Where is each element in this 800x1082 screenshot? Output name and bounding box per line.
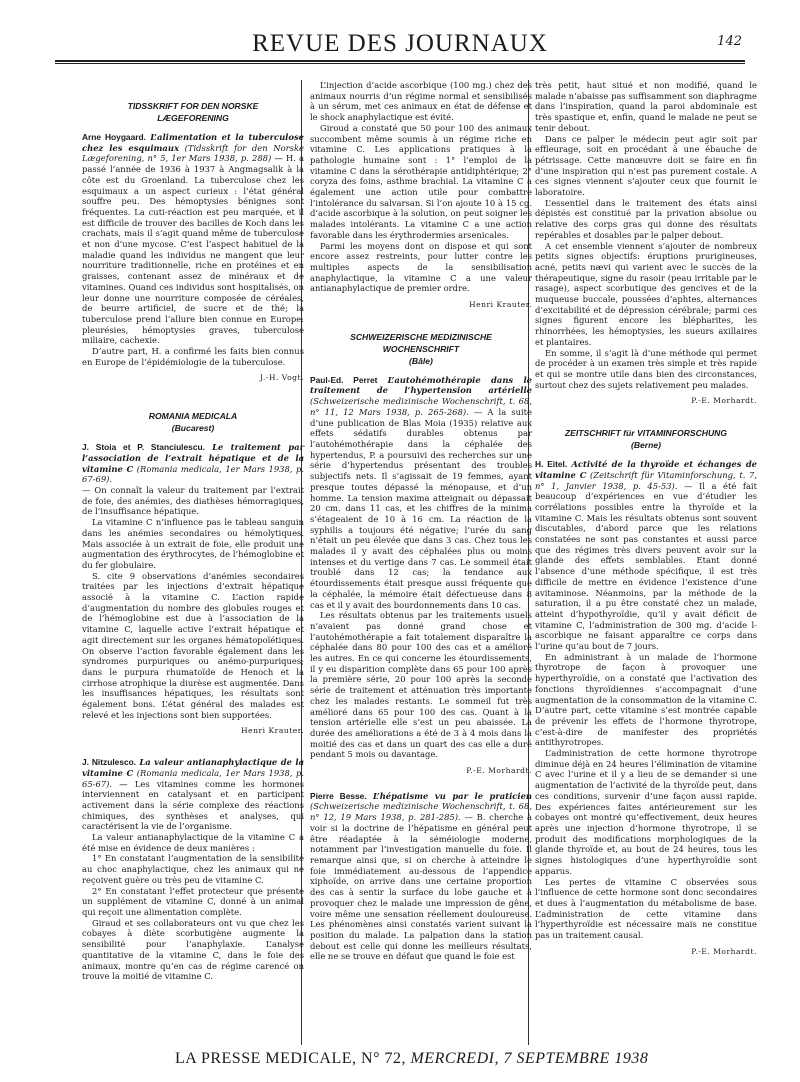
article-paragraph — [535, 459, 757, 652]
article-paragraph: 1° En constatant l’augmentation de la sensibilité au choc anaphylactique, chez les animaux qui ne reçoivent guère ou très peu de vitamine C. — [82, 853, 304, 885]
article-paragraph: En administrant à un malade de l’hormone thyrotrope de façon à provoquer une hyperthyroïdie, on a constaté que l’activation des fonctions thyroïdiennes s’accompagnait d’une augmentation de la consommation de la vitamine C. D’autre part, cette vitamine s’est montrée capable de prévenir les effets de l’hormone thyrotrope, c’est-à-dire de manifester des propriétés antithyrotropes. — [535, 651, 757, 748]
article-paragraph: La valeur antianaphylactique de la vitamine C a été mise en évidence de deux manières : — [82, 832, 304, 853]
article-paragraph — [82, 442, 304, 485]
page-number: 142 — [717, 34, 742, 49]
article-title: Activité de la thyroïde et échanges de vitamine C — [535, 459, 757, 480]
article-paragraph: L’injection d’acide ascorbique (100 mg.) chez des animaux nourris d’un régime normal et sensibilisés à un sérum, met ces animaux en état de défense et le shock anaphylactique est évité. — [310, 80, 532, 123]
page-header-title: REVUE DES JOURNAUX — [252, 30, 548, 57]
section-title: ROMANIA MEDICALA — [148, 411, 238, 422]
article-title: La valeur antianaphylactique de la vitamine C — [82, 757, 304, 778]
article-paragraph: Les résultats obtenus par les traitements usuels n’avaient pas donné grand chose et l’autohémothérapie a fait totalement disparaître la céphalée dans 80 pour 100 des cas et a amélioré les autres. En ce qui concerne les étourdissements, il y eu disparition complète dans 65 pour 100 après la première série, 20 pour 100 après la seconde série de traitement et atténuation très importante chez les malades restants. Le sommeil fut très amélioré dans 65 pour 100 des cas. Quant à la tension artérielle elle s’est un peu abaissée. La durée des améliorations a été de 3 à 4 mois dans la moitié des cas et dans un quart des cas elle a duré pendant 5 mois ou davantage. — [310, 610, 532, 760]
article-paragraph: Dans ce palper le médecin peut agir soit par effleurage, soit en procédant à une ébauche de pétrissage. Cette manœuvre doit se faire en fin d’une inspiration qui n’est pas purement costale. A ces signes viennent s’ajouter ceux que fournit le laboratoire. — [535, 133, 757, 198]
section-title: LÆGEFORENING — [157, 113, 229, 123]
column-right — [535, 80, 757, 957]
article-paragraph: A cet ensemble viennent s’ajouter de nombreux petits signes objectifs: éruptions prurigineuses, acné, petits nævi qui varient avec le succès de la thérapeutique, signe du rasoir (peau irritable par le rasage), aspect scorbutique des gencives et de la muqueuse buccale, poussées d’aphtes, alternances d’excitabilité et de dépression cérébrale; parmi ces signes figurent encore les blépharites, les rhinorrhées, les hémoptysies, les sueurs axillaires et plantaires. — [535, 240, 757, 347]
article-reference: (Schweizerische medizinische Wochenschrift, t. 68, n° 12, 19 Mars 1938, p. 281-285). — [310, 801, 532, 823]
header-rule-thin — [55, 63, 745, 64]
article-paragraph: — On connaît la valeur du traitement par l’extrait de foie, des anémies, des diathèses hémorragiques, de l’insuffisance hépatique. — [82, 484, 304, 517]
article-title: Le traitement par l’association de l’extrait hépatique et de la vitamine C — [82, 442, 304, 474]
article-signature: P.-E. Morhardt. — [691, 396, 757, 406]
footer-date: MERCREDI, 7 SEPTEMBRE 1938 — [410, 1050, 649, 1067]
article-paragraph: Les pertes de vitamine C observées sous l’influence de cette hormone sont donc secondaires et dues à l’augmentation du métabolisme de base. L’administration de cette vitamine dans l’hyperthyroïdie est nécessaire mais ne constitue pas un traitement causal. — [535, 876, 757, 941]
article-reference: (Zeitschrift für Vitaminforschung, t. 7, n° 1, Janvier 1938, p. 45-53). — [535, 469, 757, 491]
footer-journal: LA PRESSE MEDICALE, N° 72, — [175, 1050, 406, 1067]
article-title: L’alimentation et la tuberculose chez les esquimaux — [82, 132, 304, 153]
article-signature: P.-E. Morhardt. — [466, 766, 532, 776]
article-paragraph: Giroud a constaté que 50 pour 100 des animaux succombent même soumis à un régime riche en vitamine C. Les applications pratiques à la pathologie humaine sont : 1° l’emploi de la vitamine C dans la sérothérapie antidiphtérique; 2° coryza des foins, asthme brachial. La vitamine C a également une action utile pour combattre l’intolérance du salvarsan. Si l’on ajoute 10 à 15 cg. d’acide ascorbique à la solution, on peut soigner les malades intolérants. La vitamine C a une action favorable dans les érythrodermies arsenicales. — [310, 122, 532, 240]
article-author: J. Nitzulesco. — [82, 757, 137, 768]
section-place: (Bucarest) — [171, 423, 215, 434]
article-reference: (Romania medicala, 1er Mars 1938, p. 67-69). — [82, 463, 304, 485]
article-paragraph: très petit, haut situé et non modifié, quand le malade n’abaisse pas suffisamment son diaphragme dans l’inspiration, quand la paroi abdominale est très spastique et, enfin, quand le malade ne peut se tenir debout. — [535, 80, 757, 133]
article-text: — A la suite d’une publication de Blas Moia (1935) relative aux effets sédatifs durables obtenus par l’autohémothérapie dans la céphalée des hypertendus, P. a poursuivi des recherches sur une série d’hypertendus présentant des troubles subjectifs nets. Il s’agissait de 19 femmes, ayant presque toutes dépassé la ménopause, et d’un homme. La tension maxima atteignait ou dépassait 20 cm. dans 11 cas, et les chiffres de la minima s’étageaient de 10 à 16 cm. La réaction de la syphilis a toujours été négative; l’urée du sang n’était un peu élevée que dans 3 cas. Chez tous les malades il y avait des céphalées plus ou moins intenses et du vertige dans 7 cas. Le sommeil était troublé dans 12 cas; la tendance aux étourdissements était presque aussi fréquente que la céphalée, la mémoire était défectueuse dans 8 cas et il y avait des bourdonnements dans 10 cas. — [310, 406, 532, 610]
article-reference: (Romania medicala, 1er Mars 1938, p. 65-67). — — [82, 767, 304, 789]
header-rule — [55, 60, 745, 62]
section-title: SCHWEIZERISCHE MEDIZINISCHE — [350, 331, 492, 342]
article-paragraph: 2° En constatant l’effet protecteur que présente un supplément de vitamine C, donné à un animal qui reçoit une alimentation complète. — [82, 885, 304, 917]
column-left — [82, 80, 304, 982]
article-text: — Il a été fait beaucoup d’expériences en vue d’étudier les corrélations possibles entre la thyroïde et la vitamine C. Mais les résultats obtenus sont souvent discutables, d’abord parce que les relations constatées ne sont pas constantes et aussi parce que des régimes très divers peuvent avoir sur la glande des effets semblables. Etant donné l’absence d’une méthode spécifique, il est très difficile de mettre en évidence l’existence d’une avitaminose. Néanmoins, par la méthode de la saturation, il a pu être constaté chez un malade, atteint d’hypothyroïdie, qu’il y avait déficit de vitamine C, l’administration de 300 mg. d’acide l-ascorbique ne faisant apparaître ce corps dans l’urine qu’au bout de 7 jours. — [535, 480, 757, 652]
article-paragraph: En somme, il s’agit là d’une méthode qui permet de procéder à un examen très simple et très rapide et qui se montre utile dans bien des circonstances, surtout chez des sujets relativement peu malades. — [535, 347, 757, 390]
article-reference: (Schweizerische medizinische Wochenschrift, t. 68, n° 11, 12 Mars 1938, p. 265-268). — [310, 396, 532, 417]
article-text: — B. cherche à voir si la doctrine de l’hépatisme en général peut être réadaptée à la séméiologie moderne, notamment par l’investigation manuelle du foie. Il remarque ainsi que, si on cherche à atteindre le foie immédiatement au-dessous de l’appendice xiphoïde, on arrive dans une certaine proportion des cas à sentir la surface du lobe gauche et à provoquer chez le malade une impression de gêne, voire même une sensation réellement douloureuse. Les phénomènes ainsi constatés varient suivant la position du malade. La palpation dans la station debout est celle qui donne les meilleurs résultats, elle ne se trouve en défaut que quand le foie est — [310, 812, 532, 962]
article-author: H. Eitel. — [535, 459, 568, 470]
article-author: J. Stoia et P. Stanciulescu. — [82, 442, 205, 453]
article-paragraph — [310, 791, 532, 962]
article-paragraph: L’essentiel dans le traitement des états ainsi dépistés est constitué par la privation absolue ou relative des corps gras qui donne des résultats repérables et dosables par le palper debout. — [535, 197, 757, 240]
article-paragraph — [82, 757, 304, 832]
article-reference: (Tidsskrift for den Norske Lægeforening, n° 5, 1er Mars 1938, p. 288) — — [82, 142, 304, 164]
article-paragraph — [82, 132, 304, 346]
section-title: WOCHENSCHRIFT — [382, 343, 460, 354]
column-middle — [310, 80, 532, 962]
article-paragraph: S. cite 9 observations d’anémies secondaires traitées par les injections d’extrait hépatique associé à la vitamine C. L’action rapide d’augmentation du nombre des globules rouges et de l’hémoglobine est due à l’association de la vitamine C, laquelle active l’extrait hépatique et agit directement sur les organes hématopoïétiques. On observe l’action favorable également dans les syndromes purpuriques ou anémo-purpuriques; dans le purpura rhumatoïde de Henoch et la cirrhose atrophique la diurèse est augmentée. Dans les insuffisances hépatiques, les résultats sont également bons. L’état général des malades est relevé et les injections sont bien supportées. — [82, 570, 304, 720]
section-place: (Berne) — [630, 440, 662, 451]
article-paragraph: D’autre part, H. a confirmé les faits bien connus en Europe de l’épidémiologie de la tuberculose. — [82, 346, 304, 367]
article-paragraph: Giraud et ses collaborateurs ont vu que chez les cobayes à diète scorbutigène augmente la sensibilité pour l’anaphylaxie. L’analyse quantitative de la vitamine C, dans le foie des animaux, montre qu’en cas de régime carencé on trouve la moitié de vitamine C. — [82, 917, 304, 982]
article-paragraph: Parmi les moyens dont on dispose et qui sont encore assez restreints, pour lutter contre les multiples aspects de la sensibilisation anaphylactique, la vitamine C a une valeur antianaphylactique de premier ordre. — [310, 240, 532, 294]
section-title: ZEITSCHRIFT für VITAMINFORSCHUNG — [564, 428, 728, 439]
page-footer — [175, 1050, 648, 1068]
article-author: Paul-Ed. Perret — [310, 374, 378, 385]
article-title: L’hépatisme vu par le praticien — [372, 790, 532, 801]
article-text: Les vitamines comme les hormones interviennent en catalysant et en participant activement dans la série complexe des réactions chimiques, des synthèses et analyses, qui caractérisent la vie de l’organisme. — [82, 778, 304, 832]
article-signature: Henri Krauter. — [241, 726, 304, 736]
article-text: H. a passé l’année de 1936 à 1937 à Angmagsalik à la côte est du Groenland. La tuberculose chez les esquimaux a un aspect curieux : l’état général souffre peu. Des hémoptysies bénignes sont fréquentes. La cuti-réaction est peu marquée, et il est difficile de trouver des bacilles de Koch dans les crachats, mais il s’agit quand même de tuberculose et non d’une mycose. C’est l’aspect habituel de la maladie quand les individus ne mangent que leur nourriture traditionnelle, riche en protéines et en graisses, contenant assez de minéraux et de vitamines. Quand ces individus sont hospitalisés, on leur donne une nourriture composée de céréales, de beurre artificiel, de sucre et de thé; la tuberculose prend l’allure bien connue en Europe: pleurésies, hémoptysies graves, tuberculose miliaire, cachexie. — [82, 153, 304, 346]
article-paragraph — [310, 375, 532, 610]
article-title: L’autohémothérapie dans le traitement de l’hypertension artérielle — [310, 374, 532, 396]
article-signature: Henri Krauter. — [469, 300, 532, 310]
article-signature: J.-H. Vogt. — [259, 373, 304, 383]
section-place: (Bâle) — [409, 355, 433, 366]
article-signature: P.-E. Morhardt. — [691, 946, 757, 956]
article-author: Pierre Besse. — [310, 790, 367, 801]
article-paragraph: L’administration de cette hormone thyrotrope diminue déjà en 24 heures l’élimination de vitamine C avec l’urine et il y a lieu de se demander si une augmentation de l’activité de la thyroïde peut, dans ces conditions, survenir d’une façon aussi rapide. Des expériences faites antérieurement sur les cobayes ont montré qu’effectivement, deux heures après une injection d’hormone thyrotrope, il se produit des modifications morphologiques de la glande thyroïde et, au bout de 24 heures, tous les signes histologiques d’une hyperthyroïdie sont apparus. — [535, 748, 757, 876]
article-author: Arne Hoygaard. — [82, 132, 146, 142]
article-paragraph: La vitamine C n’influence pas le tableau sanguin dans les anémies secondaires ou hémolytiques. Mais associée à un extrait de foie, elle produit une augmentation des érythrocytes, de l’hémoglobine et du fer globulaire. — [82, 517, 304, 570]
section-title: TIDSSKRIFT FOR DEN NORSKE — [127, 101, 259, 111]
